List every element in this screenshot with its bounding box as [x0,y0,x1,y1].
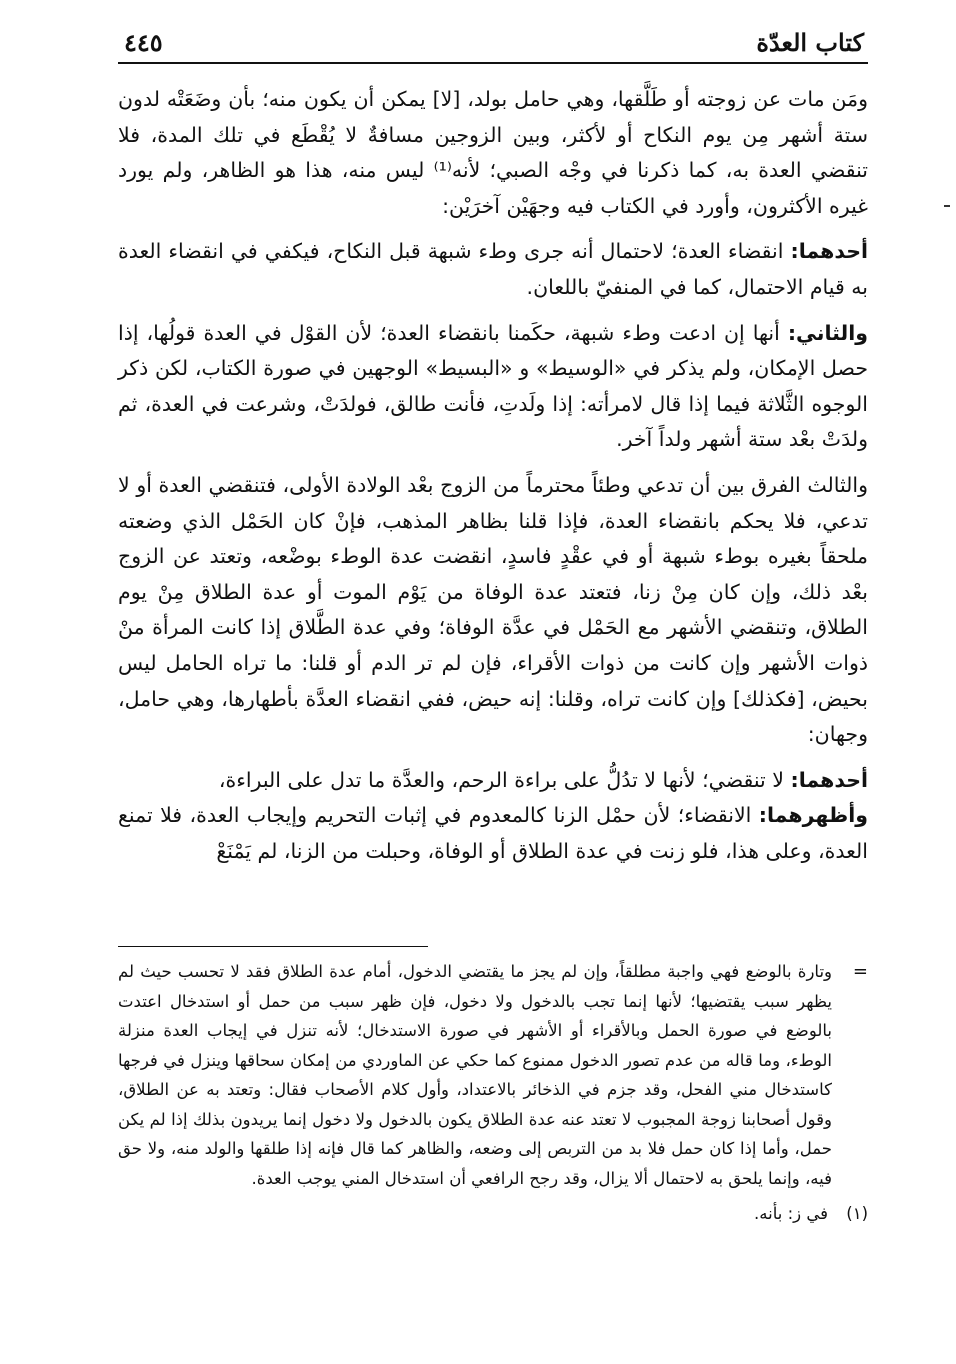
page-header [118,22,868,64]
page-number: ٤٤٥ [124,28,163,57]
paragraph-5-lead: أحدهما: [790,767,868,792]
paragraph-2-text: انقضاء العدة؛ لاحتمال أنه جرى وطء شبهة قبل النكاح، فيكفي في انقضاء العدة به قيام الاحتمال، كما في المنفيّ باللعان. [118,239,868,299]
paragraph-6-lead: وأظهرهما: [758,803,868,828]
paragraph-6-text: الانقضاء؛ لأن حمْل الزنا كالمعدوم في إثبات التحريم وإيجاب العدة، فلا تمنع العدة، وعلى هذا، فلو زنت في عدة الطلاق أو الوفاة، وحبلت من الزنا، لم يَمْنَعْ [118,803,868,863]
footnote-1-text: في ز: بأنه. [754,1204,828,1223]
paragraph-3-lead: والثاني: [787,320,868,345]
paragraph-3 [118,316,868,458]
running-title: كتاب العدّة [756,28,864,57]
main-text [118,82,868,869]
paragraph-6 [118,798,868,869]
paragraph-2 [118,234,868,305]
footnote-1 [118,1199,868,1229]
footnotes [118,946,868,1229]
scan-edge-mark [944,205,950,207]
footnote-rule [118,946,428,947]
paragraph-5 [118,763,868,799]
continuation-text: وتارة بالوضع فهي واجبة مطلقاً، وإن لم يجز ما يقتضي الدخول، أمام عدة الطلاق فقد لا تحسب حيث لم يظهر سبب يقتضيها؛ لأنها إنما تجب بالدخول ولا دخول، فإن ظهر سبب من حمل أو استدخال اعتدت بالوضع في صورة الحمل وبالأقراء أو الأشهر في صورة الاستدخال؛ لأنه تنزل في إيجاب العدة منزلة الوطء، وما قاله من عدم تصور الدخول ممنوع كما حكي عن الماوردي من إمكان سحاقها وينزل في فرجها كاستدخال مني الفحل، وقد جزم في الذخائر بالاعتداد، وأول كلام الأصحاب فقال: وتعتد به عن الطلاق، وقول أصحابنا زوجة المجبوب لا تعتد عنه عدة الطلاق يكون بالدخول ولا دخول إنما يريدون بذلك إذا لم يكن حمل، وأما إذا كان حمل فلا بد من التربص إلى وضعه، والظاهر كما قال فإنه إذا طلقها والولد منه، ولا حق فيه، وإنما يلحق به لاحتمال ألا يزال، وقد رجح الرافعي أن استدخال المني يوجب العدة. [118,962,832,1188]
paragraph-5-text: لا تنقضي؛ لأنها لا تدُلُّ على براءة الرحم، والعدَّة ما تدل على البراءة، [218,767,791,792]
paragraph-2-lead: أحدهما: [790,239,868,264]
footnote-1-number: (١) [846,1204,868,1223]
continuation-marker: = [852,961,868,982]
footnote-continuation [118,957,868,1193]
paragraph-3-text: أنها إن ادعت وطء شبهة، حكَمنا بانقضاء العدة؛ لأن القوْل في العدة قولُها، إذا حصل الإمكان، ولم يذكر في «الوسيط» و «البسيط» الوجهين في صورة الكتاب، لكن ذكر الوجوه الثَّلاثة فيما إذا قال لامرأته: إذا ولَدتِ، فأنت طالق، فولدَتْ، وشرعت في العدة، ثم ولدَتْ بعْد ستة أشهر ولداً آخر. [118,320,868,452]
paragraph-4: والثالث الفرق بين أن تدعي وطئاً محترماً من الزوج بعْد الولادة الأولى، فتنقضي العدة أو لا تدعي، فلا يحكم بانقضاء العدة، فإذا قلنا بظاهر المذهب، فإنْ كان الحَمْل الذي وضعته ملحقاً بغيره بوطء شبهة أو في عقْدٍ فاسدٍ، انقضت عدة الوطء بوضْعه، وتعتد عن الزوج بعْد ذلك، وإن كان مِنْ زنا، فتعتد عدة الوفاة من يَوْم الموت أو عدة الطلاق مِنْ يوم الطلاق، وتنقضي الأشهر مع الحَمْل في عدَّة الوفاة؛ وفي عدة الطَّلاق إذا كانت المرأة منْ ذوات الأشهر وإن كانت من ذوات الأقراء، فإن لم تر الدم أو قلنا: ما تراه الحامل ليس بحيض، [فكذلك] وإن كانت تراه، وقلنا: إنه حيض، ففي انقضاء العدَّة بأطهارها، وهي حامل، وجهان: [118,472,868,747]
page [118,22,868,879]
paragraph-1: ومَن مات عن زوجته أو طَلَّقها، وهي حامل بولد، [لا] يمكن أن يكون منه؛ بأن وضَعَتْه لدون ستة أشهر مِن يوم النكاح أو لأكثر، وبين الزوجين مسافةٌ لا يُقْطَع في تلك المدة، فلا تنقضي العدة به، كما ذكرنا في وجْه الصبي؛ لأنه⁽¹⁾ ليس منه، هذا هو الظاهر، ولم يورد غيره الأكثرون، وأورد في الكتاب فيه وجهَيْن آخرَيْن: [118,87,868,218]
